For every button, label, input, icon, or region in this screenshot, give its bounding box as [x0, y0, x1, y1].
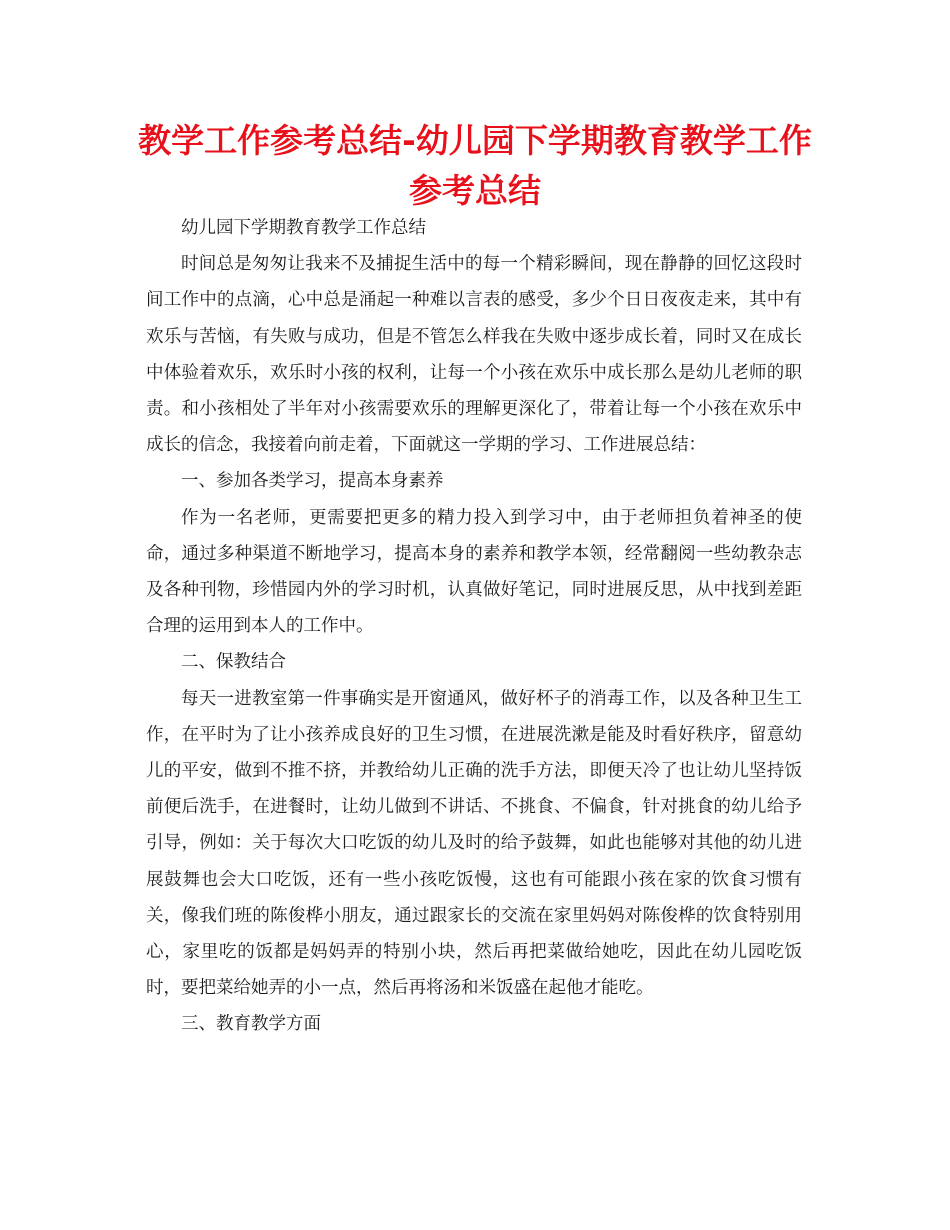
document-title: 教学工作参考总结-幼儿园下学期教育教学工作参考总结	[138, 121, 812, 210]
body-paragraph-section-1: 作为一名老师，更需要把更多的精力投入到学习中，由于老师担负着神圣的使命，通过多种渠道不断地学习，提高本身的素养和教学本领，经常翻阅一些幼教杂志及各种刊物，珍惜园内外的学习时机，认真做好笔记，同时进展反思，从中找到差距合理的运用到本人的工作中。	[146, 507, 802, 637]
body-paragraph-intro: 时间总是匆匆让我来不及捕捉生活中的每一个精彩瞬间，现在静静的回忆这段时间工作中的点滴，心中总是涌起一种难以言表的感受，多少个日日夜夜走来，其中有欢乐与苦恼，有失败与成功，但是不管怎么样我在失败中逐步成长着，同时又在成长中体验着欢乐，欢乐时小孩的权利，让每一个小孩在欢乐中成长那么是幼儿老师的职责。和小孩相处了半年对小孩需要欢乐的理解更深化了，带着让每一个小孩在欢乐中成长的信念，我接着向前走着，下面就这一学期的学习、工作进展总结：	[146, 254, 802, 456]
body-paragraph-subtitle: 幼儿园下学期教育教学工作总结	[181, 218, 426, 238]
body-paragraph-section-2: 每天一进教室第一件事确实是开窗通风，做好杯子的消毒工作，以及各种卫生工作，在平时为了让小孩养成良好的卫生习惯，在进展洗漱是能及时看好秩序，留意幼儿的平安，做到不推不挤，并教给幼儿正确的洗手方法，即便天冷了也让幼儿坚持饭前便后洗手，在进餐时，让幼儿做到不讲话、不挑食、不偏食，针对挑食的幼儿给予引导，例如：关于每次大口吃饭的幼儿及时的给予鼓舞，如此也能够对其他的幼儿进展鼓舞也会大口吃饭，还有一些小孩吃饭慢，这也有可能跟小孩在家的饮食习惯有关，像我们班的陈俊桦小朋友，通过跟家长的交流在家里妈妈对陈俊桦的饮食特别用心，家里吃的饭都是妈妈弄的特别小块，然后再把菜做给她吃，因此在幼儿园吃饭时，要把菜给她弄的小一点，然后再将汤和米饭盛在起他才能吃。	[146, 688, 802, 999]
section-heading-3: 三、教育教学方面	[181, 1014, 321, 1035]
section-heading-1: 一、参加各类学习，提高本身素养	[181, 471, 444, 492]
document-body	[146, 210, 802, 1043]
section-heading-2: 二、保教结合	[181, 652, 286, 673]
